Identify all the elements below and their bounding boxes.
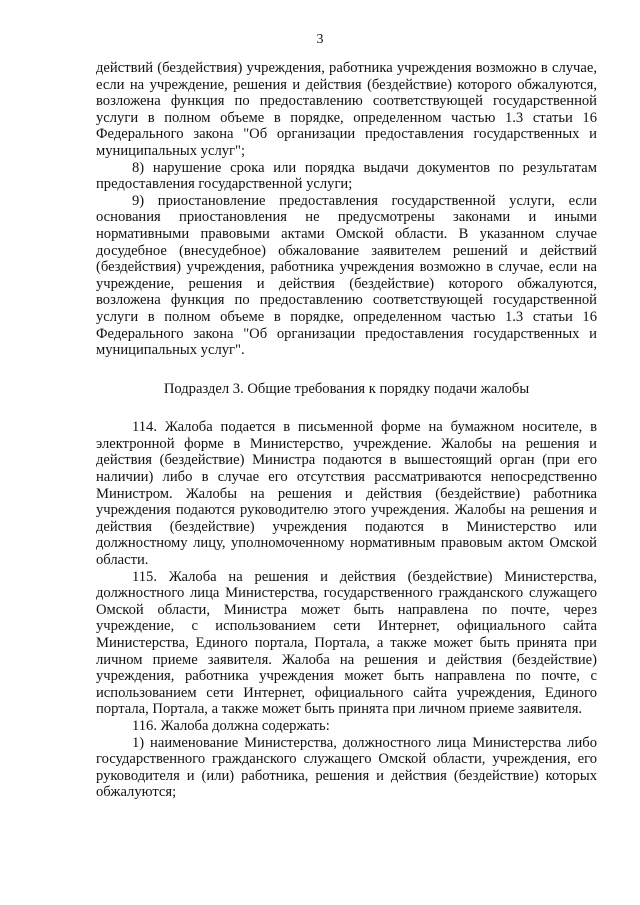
paragraph-115: 115. Жалоба на решения и действия (бездействие) Министерства, должностного лица Министерства, государственного гражданского служащего Омской области, Министра может быть направлена по почте, через учреждение, с использованием сети Интернет, официального сайта Министерства, Единого портала, Портала, а также может быть принята при личном приеме заявителя. Жалоба на решения и действия (бездействие) учреждения, работника учреждения может быть направлена по почте, с использованием сети Интернет, официального сайта учреждения, Единого портала, Портала, а также может быть принята при личном приеме заявителя. (96, 568, 597, 718)
paragraph-116-item-1: 1) наименование Министерства, должностного лица Министерства либо государственного гражданского служащего Омской области, учреждения, его руководителя и (или) работника, решения и действия (бездействие) которых обжалуются; (96, 734, 597, 801)
paragraph-continuation: действий (бездействия) учреждения, работника учреждения возможно в случае, если на учреждение, решения и действия (бездействие) которого обжалуются, возложена функция по предоставлению соответствующей государственной услуги в полном объеме в порядке, определенном частью 1.3 статьи 16 Федерального закона "Об организации предоставления государственных и муниципальных услуг"; (96, 60, 597, 159)
document-body (96, 60, 597, 801)
page-number: 3 (316, 32, 324, 47)
paragraph-114: 114. Жалоба подается в письменной форме на бумажном носителе, в электронной форме в Министерство, учреждение. Жалобы на решения и действия (бездействие) Министра подаются в вышестоящий орган (при его наличии) либо в случае его отсутствия рассматриваются непосредственно Министром. Жалобы на решения и действия (бездействие) работника учреждения подаются руководителю этого учреждения. Жалобы на решения и действия (бездействие) учреждения подаются в Министерство или должностному лицу, уполномоченному нормативным правовым актом Омской области. (96, 419, 597, 569)
paragraph-item-9: 9) приостановление предоставления государственной услуги, если основания приостановления не предусмотрены законами и иными нормативными правовыми актами Омской области. В указанном случае досудебное (внесудебное) обжалование заявителем решений и действий (бездействия) учреждения, работника учреждения возможно в случае, если на учреждение, решения и действия (бездействие) которого обжалуются, возложена функция по предоставлению соответствующей государственной услуги в полном объеме в порядке, определенном частью 1.3 статьи 16 Федерального закона "Об организации предоставления государственных и муниципальных услуг". (96, 192, 597, 359)
section-heading: Подраздел 3. Общие требования к порядку подачи жалобы (163, 380, 530, 397)
paragraph-116: 116. Жалоба должна содержать: (132, 717, 330, 734)
paragraph-item-8: 8) нарушение срока или порядка выдачи документов по результатам предоставления государственной услуги; (96, 159, 597, 193)
